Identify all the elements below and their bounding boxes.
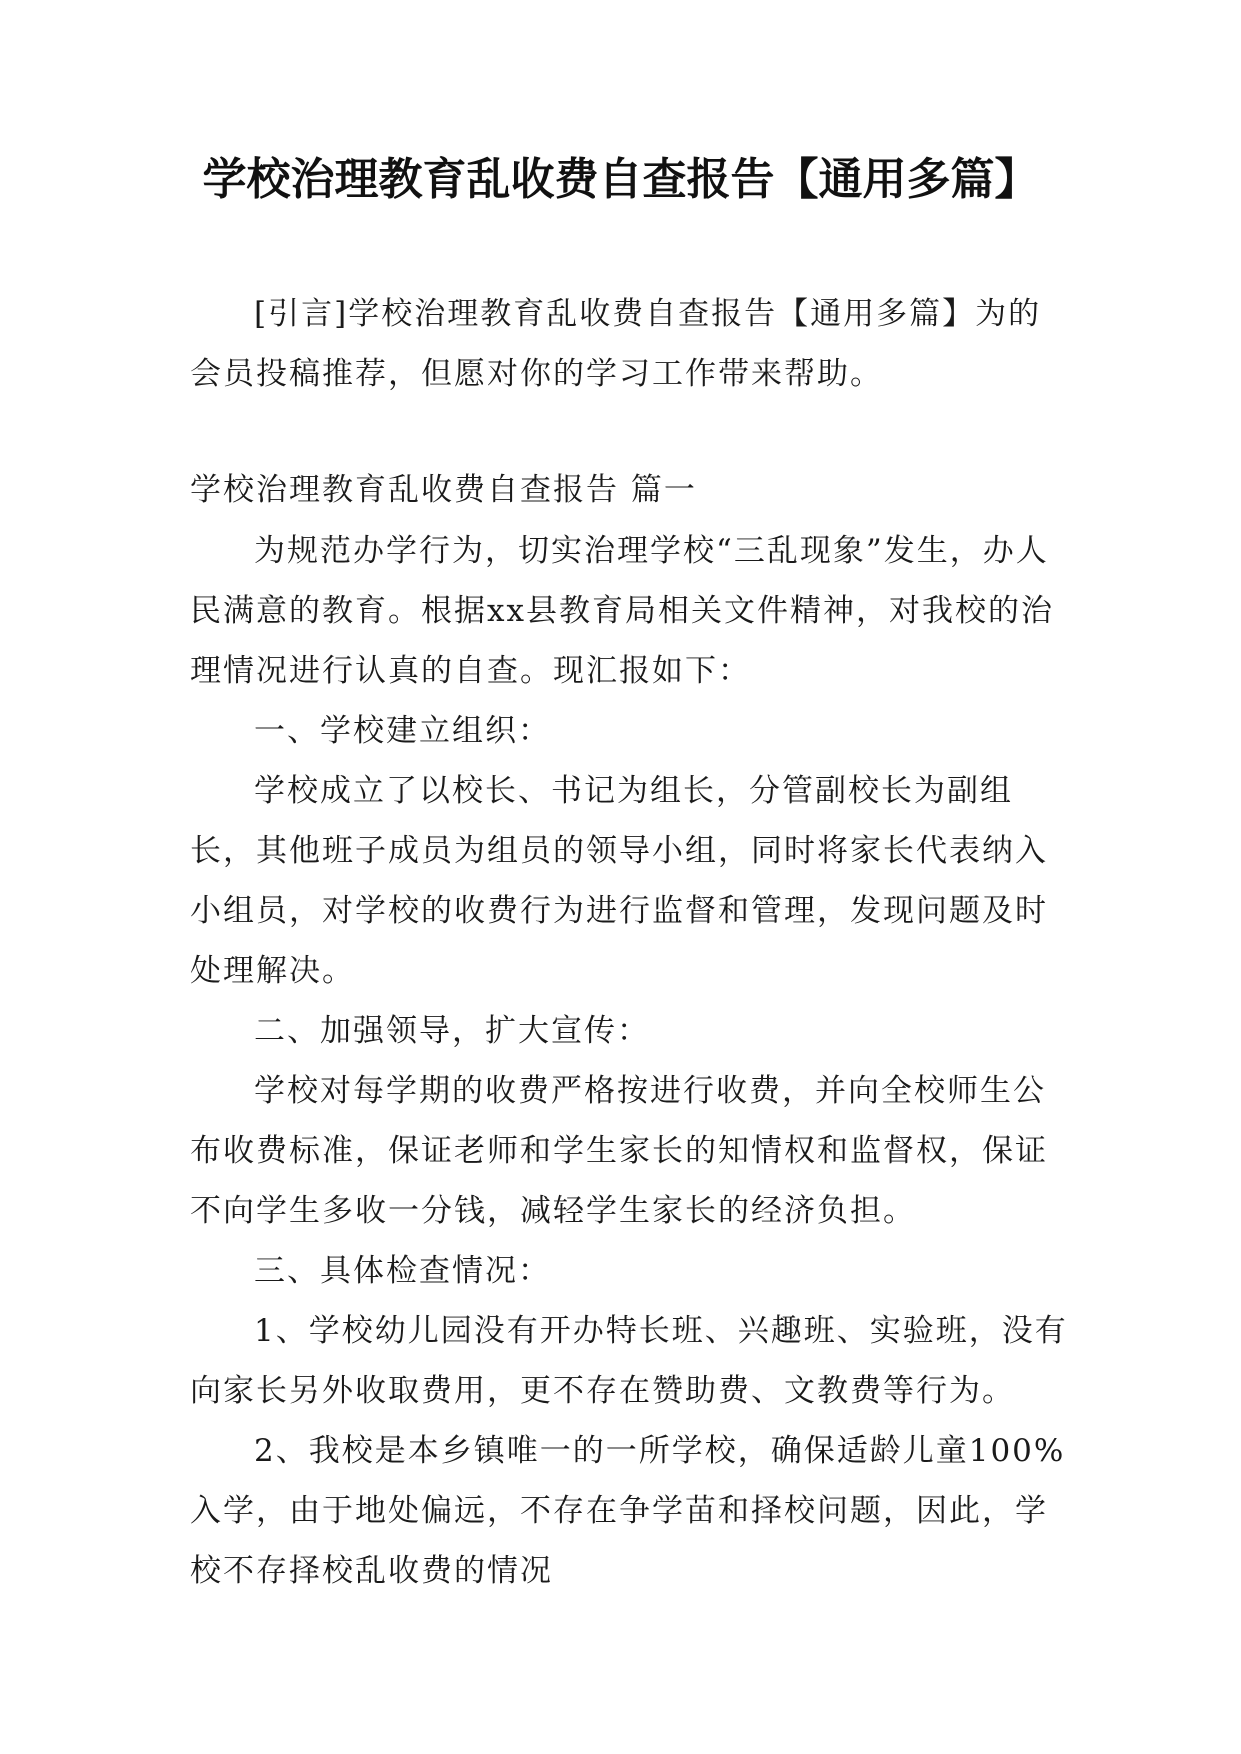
body-heading-leadership: 二、加强领导，扩大宣传： bbox=[254, 1013, 650, 1049]
body-heading-organization: 一、学校建立组织： bbox=[254, 713, 551, 749]
body-paragraph: 2、我校是本乡镇唯一的一所学校，确保适龄儿童100%入学，由于地处偏远，不存在争学苗和择校问题，因此，学校不存择校乱收费的情况 bbox=[190, 1433, 1066, 1589]
body-heading-inspection: 三、具体检查情况： bbox=[254, 1253, 551, 1289]
body-paragraph: 为规范办学行为，切实治理学校“三乱现象”发生，办人民满意的教育。根据xx县教育局相关文件精神，对我校的治理情况进行认真的自查。现汇报如下： bbox=[190, 533, 1054, 689]
document-title: 学校治理教育乱收费自查报告【通用多篇】 bbox=[202, 154, 1039, 205]
document-body bbox=[190, 521, 1070, 1601]
body-paragraph: 学校成立了以校长、书记为组长，分管副校长为副组长，其他班子成员为组员的领导小组，同时将家长代表纳入小组员，对学校的收费行为进行监督和管理，发现问题及时处理解决。 bbox=[190, 773, 1048, 989]
section-heading: 学校治理教育乱收费自查报告 篇一 bbox=[190, 472, 697, 508]
intro-paragraph: [引言]学校治理教育乱收费自查报告【通用多篇】为的会员投稿推荐，但愿对你的学习工作带来帮助。 bbox=[190, 296, 1042, 392]
body-paragraph: 1、学校幼儿园没有开办特长班、兴趣班、实验班，没有向家长另外收取费用，更不存在赞助费、文教费等行为。 bbox=[190, 1313, 1068, 1409]
body-paragraph: 学校对每学期的收费严格按进行收费，并向全校师生公布收费标准，保证老师和学生家长的知情权和监督权，保证不向学生多收一分钱，减轻学生家长的经济负担。 bbox=[190, 1073, 1048, 1229]
